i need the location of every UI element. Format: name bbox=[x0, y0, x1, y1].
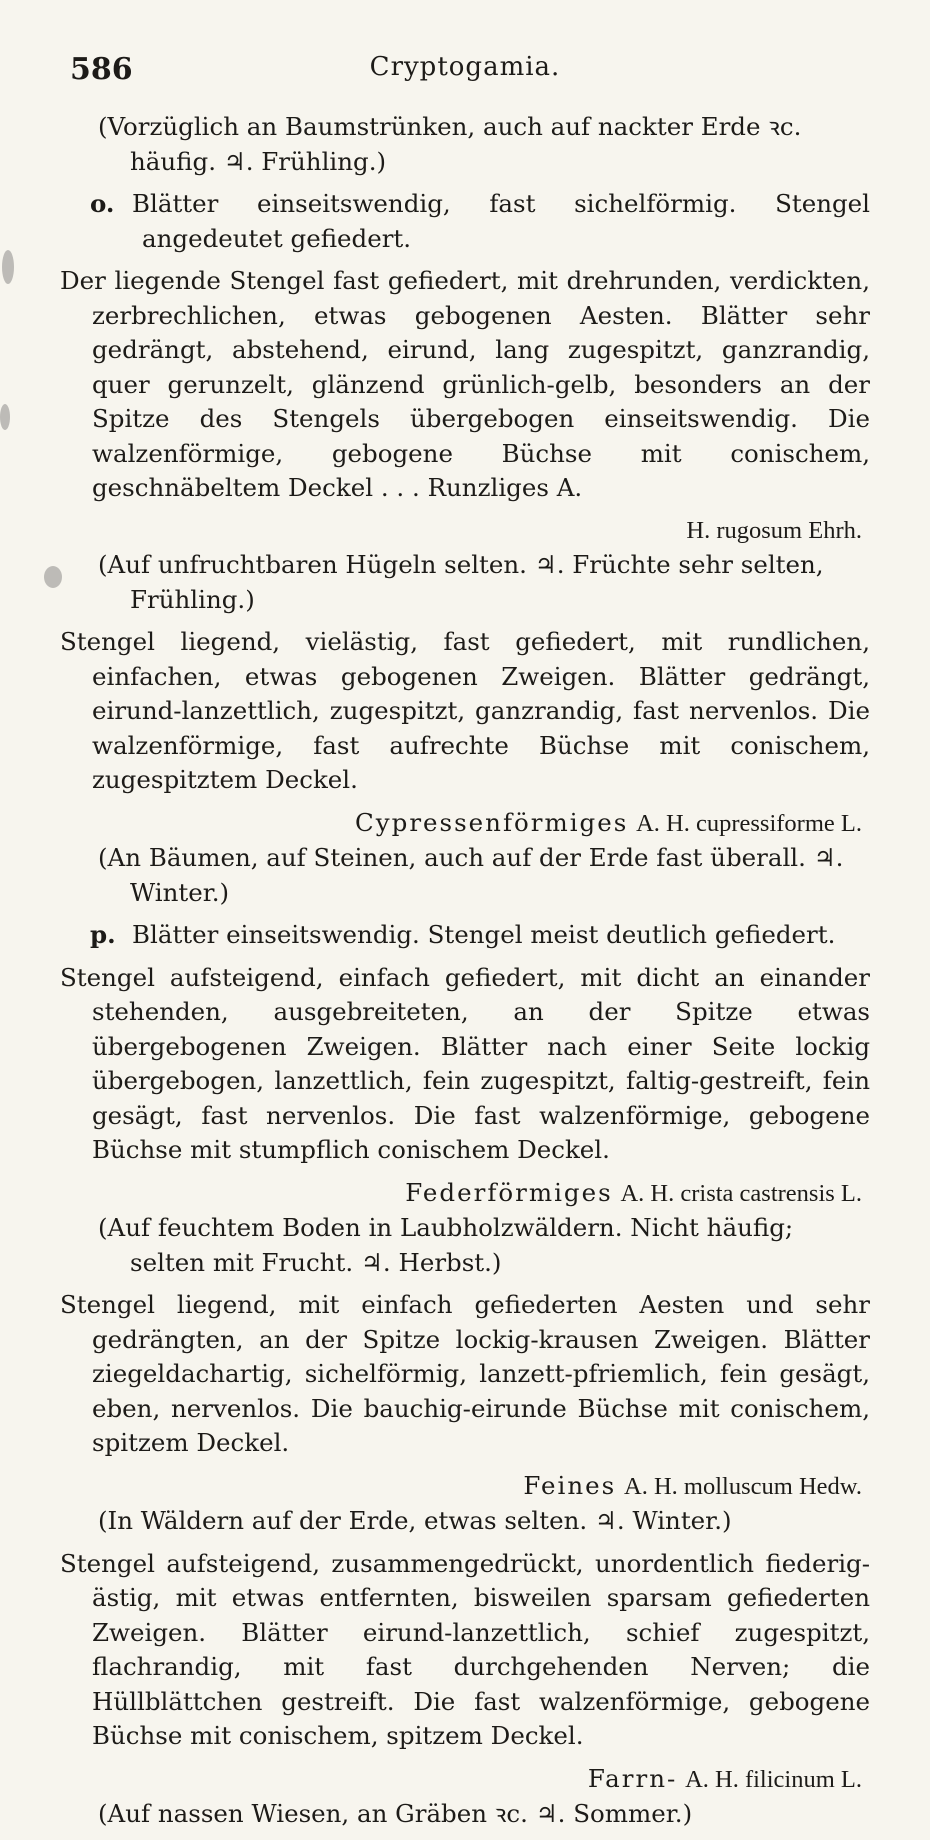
german-name: Feines bbox=[523, 1470, 617, 1500]
division-label: p. bbox=[90, 920, 116, 949]
paper-stain bbox=[0, 404, 10, 430]
division-o bbox=[90, 187, 870, 256]
german-name: Farrn- bbox=[587, 1763, 678, 1793]
paper-stain bbox=[2, 250, 14, 284]
german-name: Federförmiges bbox=[405, 1177, 613, 1207]
latin-name: A. H. crista castrensis L. bbox=[620, 1179, 862, 1207]
division-text: Blätter einseitswendig. Stengel meist deutlich gefiedert. bbox=[132, 920, 836, 949]
species-description: Stengel aufsteigend, zusammengedrückt, unordentlich fiederig-ästig, mit etwas entfernten, bisweilen sparsam gefiederten Zweigen. Blätter eirund-lanzettlich, schief zugespitzt, flachrandig, mit fast durchgehenden Nerven; die Hüllblättchen gestreift. Die fast walzenförmige, gebogene Büchse mit conischem, spitzem Deckel. bbox=[60, 1548, 870, 1750]
latin-name: A. H. cupressiforme L. bbox=[636, 809, 862, 837]
habitat-note: (Auf unfruchtbaren Hügeln selten. ♃. Früchte sehr selten, Frühling.) bbox=[98, 550, 824, 614]
species-description: Der liegende Stengel fast gefiedert, mit drehrunden, verdickten, zerbrechlichen, etwas gebogenen Aesten. Blätter sehr gedrängt, abstehend, eirund, lang zugespitzt, ganzrandig, quer gerunzelt, glänzend grünlich-gelb, besonders an der Spitze des Stengels übergebogen einseitswendig. Die walzenförmige, gebogene Büchse mit conischem, geschnäbeltem Deckel . . . Runzliges A. bbox=[60, 266, 870, 502]
species-name bbox=[60, 1176, 862, 1212]
species-latin-name: H. rugosum Ehrh. bbox=[686, 516, 862, 544]
latin-name: A. H. molluscum Hedw. bbox=[624, 1472, 862, 1500]
habitat-note: (Vorzüglich an Baumstrünken, auch auf nackter Erde ꝛc. häufig. ♃. Frühling.) bbox=[98, 112, 802, 176]
habitat-note: (Auf feuchtem Boden in Laubholzwäldern. Nicht häufig; selten mit Frucht. ♃. Herbst.) bbox=[98, 1213, 794, 1277]
habitat-note: (In Wäldern auf der Erde, etwas selten. ♃. Winter.) bbox=[98, 1506, 732, 1535]
division-label: o. bbox=[90, 189, 115, 218]
page-body bbox=[60, 110, 870, 1840]
latin-name: A. H. filicinum L. bbox=[685, 1765, 862, 1793]
german-name: Cypressenförmiges bbox=[355, 807, 629, 837]
habitat-note: (An Bäumen, auf Steinen, auch auf der Erde fast überall. ♃. Winter.) bbox=[98, 843, 844, 907]
species-description: Stengel liegend, vielästig, fast gefiedert, mit rundlichen, einfachen, etwas gebogenen Zweigen. Blätter gedrängt, eirund-lanzettlich, zugespitzt, ganzrandig, fast nervenlos. Die walzenförmige, fast aufrechte Büchse mit conischem, zugespitztem Deckel. bbox=[60, 627, 870, 794]
running-title: Cryptogamia. bbox=[369, 52, 561, 82]
species-name bbox=[60, 1469, 862, 1505]
species-name bbox=[60, 806, 862, 842]
species-description: Stengel aufsteigend, einfach gefiedert, mit dicht an einander stehenden, ausgebreiteten, an der Spitze etwas übergebogenen Zweigen. Blätter nach einer Seite lockig übergebogen, lanzettlich, fein zugespitzt, faltig-gestreift, fein gesägt, fast nervenlos. Die fast walzenförmige, gebogene Büchse mit stumpflich conischem Deckel. bbox=[60, 962, 870, 1164]
species-name bbox=[60, 1762, 862, 1798]
page-number: 586 bbox=[70, 52, 133, 87]
division-p bbox=[90, 918, 870, 953]
habitat-note: (Auf nassen Wiesen, an Gräben ꝛc. ♃. Sommer.) bbox=[98, 1799, 693, 1828]
page-header bbox=[70, 52, 860, 92]
division-text: Blätter einseitswendig, fast sichelförmig. Stengel angedeutet gefiedert. bbox=[132, 189, 870, 253]
species-description: Stengel liegend, mit einfach gefiederten Aesten und sehr gedrängten, an der Spitze lockig-krausen Zweigen. Blätter ziegeldachartig, sichelförmig, lanzett-pfriemlich, fein gesägt, eben, nervenlos. Die bauchig-eirunde Büchse mit conischem, spitzem Deckel. bbox=[60, 1290, 870, 1457]
